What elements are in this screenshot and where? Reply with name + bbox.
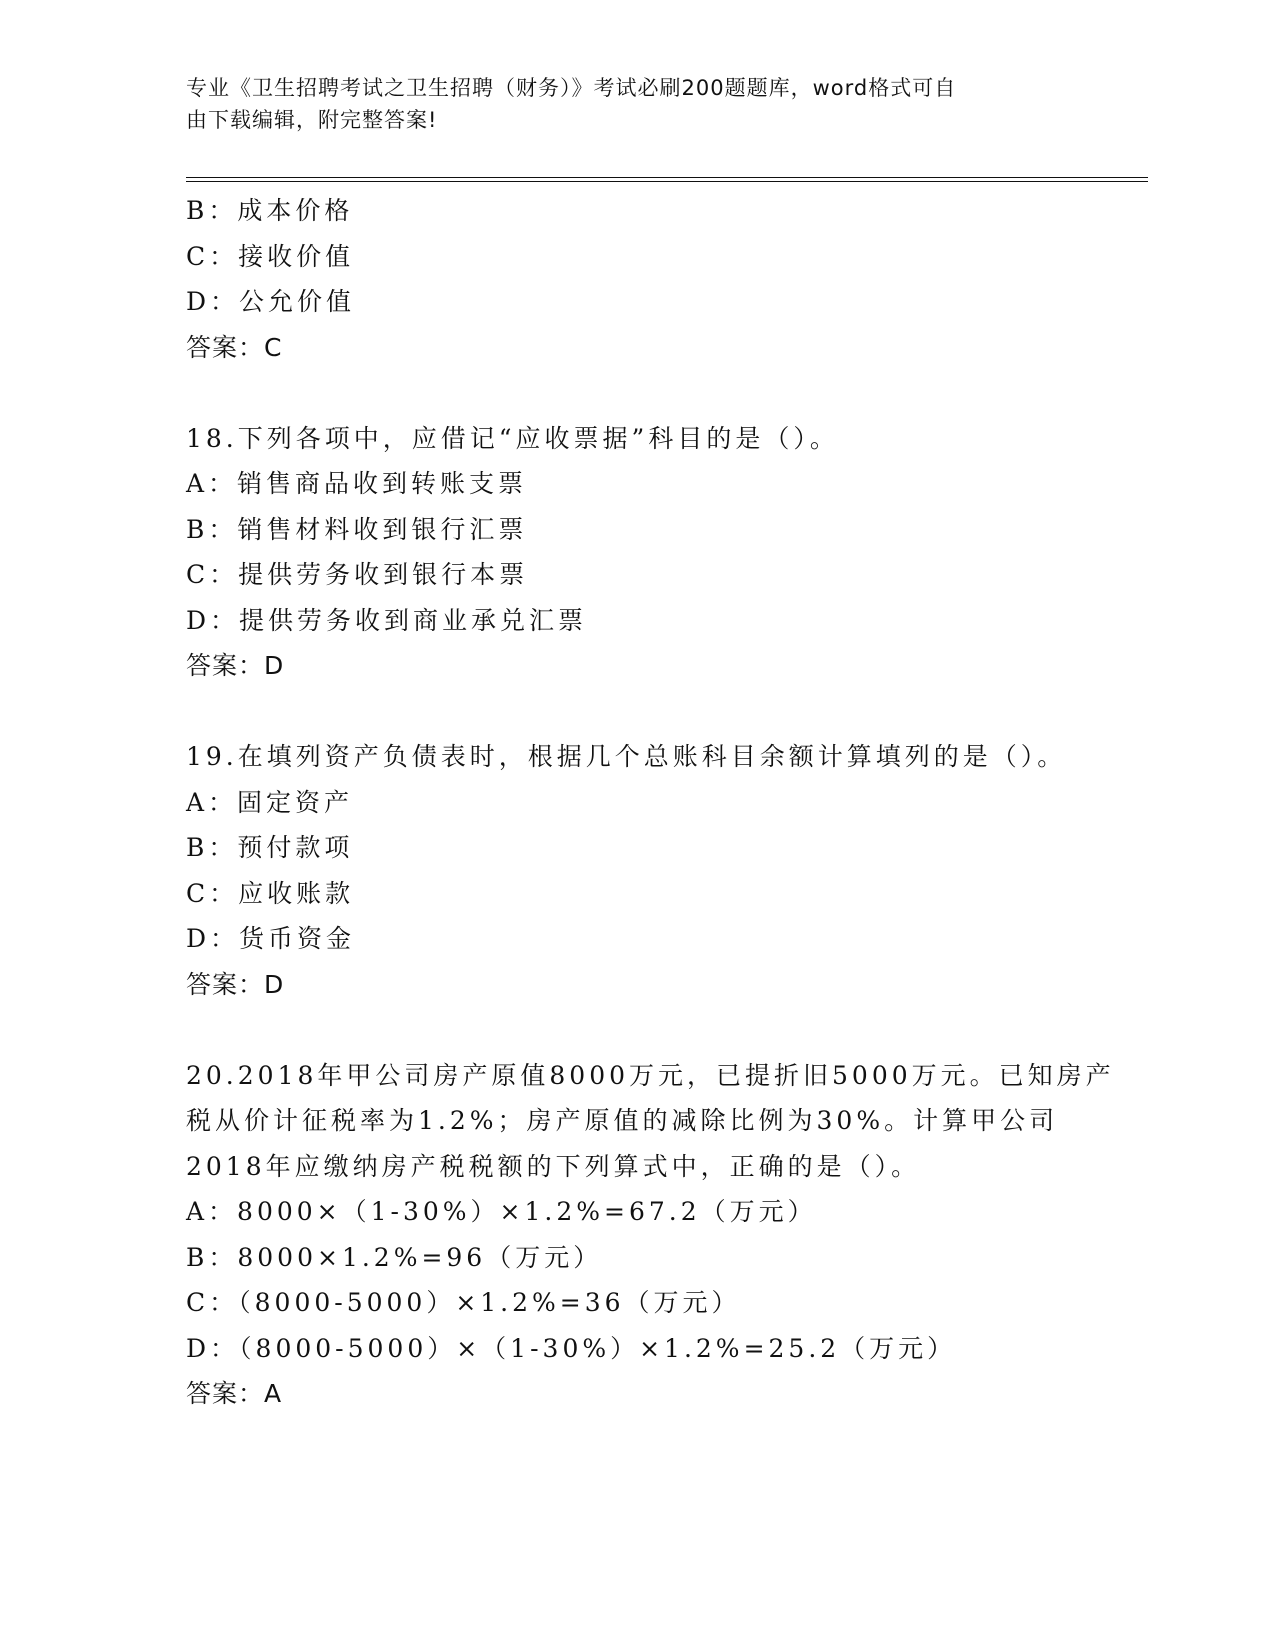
option-a: A：销售商品收到转账支票 — [186, 469, 528, 498]
option-c: C：应收账款 — [186, 878, 355, 908]
header-rule-bottom — [186, 181, 1148, 182]
option-a: A：8000×（1-30%）×1.2%=67.2（万元） — [186, 1197, 817, 1226]
answer: 答案：D — [186, 651, 285, 680]
option-b: B：成本价格 — [186, 196, 354, 225]
document-header — [186, 72, 1066, 136]
header-line-1: 专业《卫生招聘考试之卫生招聘（财务）》考试必刷200题题库，word格式可自 — [186, 76, 957, 100]
option-c: C：接收价值 — [186, 241, 355, 271]
question-stem: 19.在填列资产负债表时，根据几个总账科目余额计算填列的是（）。 — [186, 742, 1067, 771]
option-d: D：提供劳务收到商业承兑汇票 — [186, 605, 588, 635]
header-line-2: 由下载编辑，附完整答案! — [186, 108, 438, 132]
answer: 答案：D — [186, 969, 285, 999]
spacer — [186, 689, 1126, 735]
option-b: B：8000×1.2%=96（万元） — [186, 1242, 603, 1272]
question-content — [186, 188, 1126, 1417]
option-c: C：（8000-5000）×1.2%=36（万元） — [186, 1288, 741, 1317]
option-c: C：提供劳务收到银行本票 — [186, 560, 529, 589]
spacer — [186, 1007, 1126, 1053]
spacer — [186, 370, 1126, 416]
answer: 答案：C — [186, 332, 283, 362]
option-d: D：货币资金 — [186, 924, 356, 953]
option-d: D：公允价值 — [186, 287, 356, 316]
question-19 — [186, 734, 1126, 1007]
option-a: A：固定资产 — [186, 787, 354, 817]
question-stem-line-1: 20.2018年甲公司房产原值8000万元，已提折旧5000万元。已知房产 — [186, 1060, 1115, 1090]
answer: 答案：A — [186, 1379, 283, 1408]
question-18 — [186, 416, 1126, 689]
question-stem: 18.下列各项中，应借记“应收票据”科目的是（）。 — [186, 423, 839, 453]
question-17 — [186, 188, 1126, 370]
header-rule-top — [186, 177, 1148, 178]
option-b: B：预付款项 — [186, 833, 354, 862]
question-stem-line-2: 税从价计征税率为1.2%；房产原值的减除比例为30%。计算甲公司 — [186, 1106, 1059, 1135]
question-stem-line-3: 2018年应缴纳房产税税额的下列算式中，正确的是（）。 — [186, 1151, 921, 1181]
option-d: D：（8000-5000）×（1-30%）×1.2%=25.2（万元） — [186, 1333, 957, 1363]
question-20 — [186, 1053, 1126, 1417]
option-b: B：销售材料收到银行汇票 — [186, 514, 528, 544]
